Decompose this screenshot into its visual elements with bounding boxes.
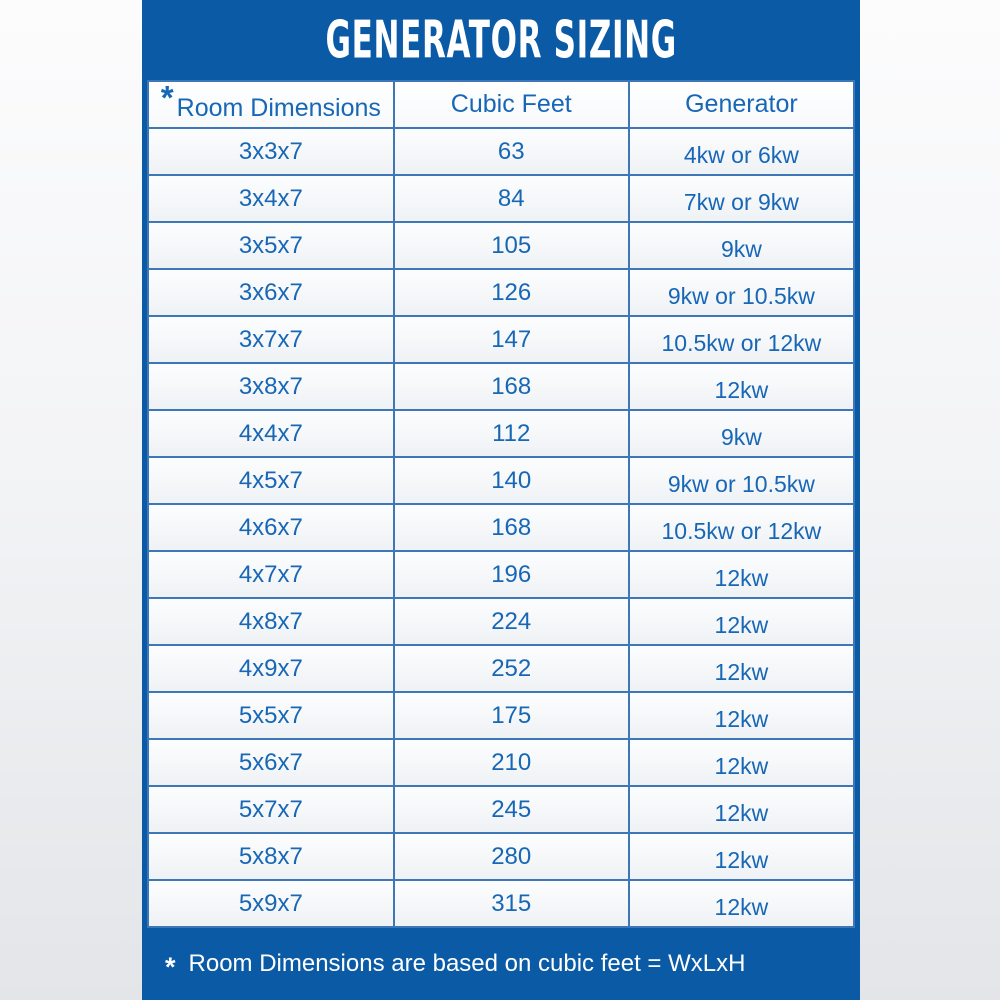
room-dimensions-cell bbox=[148, 786, 394, 833]
cell-text: 168 bbox=[491, 372, 532, 400]
column-header-room-dimensions bbox=[148, 78, 394, 128]
generator-cell bbox=[629, 410, 854, 457]
cell-text: 5x8x7 bbox=[238, 842, 303, 870]
cell-text: 10.5kw or 12kw bbox=[661, 329, 822, 356]
cell-text: 10.5kw or 12kw bbox=[661, 517, 822, 544]
generator-cell bbox=[629, 363, 854, 410]
cell-text: 210 bbox=[491, 748, 532, 776]
footnote-text: Room Dimensions are based on cubic feet = WxLxH bbox=[188, 950, 746, 977]
table-row bbox=[148, 410, 854, 457]
cell-text: 12kw bbox=[714, 564, 769, 591]
cell-text: 3x3x7 bbox=[238, 137, 303, 165]
cell-text: 84 bbox=[497, 184, 525, 212]
generator-sizing-table bbox=[147, 80, 855, 928]
cell-text: 315 bbox=[491, 889, 532, 917]
table-row bbox=[148, 222, 854, 269]
cell-text: 280 bbox=[491, 842, 532, 870]
room-dimensions-cell bbox=[148, 692, 394, 739]
cell-text: 12kw bbox=[714, 658, 769, 685]
asterisk-icon: * bbox=[160, 78, 174, 116]
asterisk-icon: * bbox=[165, 951, 176, 982]
cell-text: 9kw or 10.5kw bbox=[667, 470, 815, 497]
room-dimensions-cell bbox=[148, 880, 394, 927]
cubic-feet-cell bbox=[394, 645, 629, 692]
cell-text: 9kw or 10.5kw bbox=[667, 282, 815, 309]
cell-text: 3x6x7 bbox=[238, 278, 303, 306]
cell-text: 4x9x7 bbox=[238, 654, 303, 682]
generator-cell bbox=[629, 598, 854, 645]
cell-text: 3x7x7 bbox=[238, 325, 303, 353]
table-row bbox=[148, 128, 854, 175]
room-dimensions-cell bbox=[148, 222, 394, 269]
room-dimensions-cell bbox=[148, 316, 394, 363]
generator-cell bbox=[629, 551, 854, 598]
cubic-feet-cell bbox=[394, 504, 629, 551]
table-row bbox=[148, 598, 854, 645]
cell-text: 105 bbox=[491, 231, 532, 259]
room-dimensions-cell bbox=[148, 269, 394, 316]
column-header-cubic-feet bbox=[394, 81, 629, 128]
cell-text: 5x7x7 bbox=[238, 795, 303, 823]
generator-cell bbox=[629, 128, 854, 175]
room-dimensions-cell bbox=[148, 128, 394, 175]
cell-text: 12kw bbox=[714, 611, 769, 638]
table-row bbox=[148, 833, 854, 880]
cell-text: 12kw bbox=[714, 846, 769, 873]
cell-text: 5x9x7 bbox=[238, 889, 303, 917]
cell-text: 126 bbox=[491, 278, 532, 306]
room-dimensions-cell bbox=[148, 410, 394, 457]
generator-cell bbox=[629, 269, 854, 316]
cell-text: 12kw bbox=[714, 799, 769, 826]
cell-text: 245 bbox=[491, 795, 532, 823]
generator-cell bbox=[629, 504, 854, 551]
cell-text: 4x4x7 bbox=[238, 419, 303, 447]
cell-text: 63 bbox=[497, 137, 525, 165]
cubic-feet-cell bbox=[394, 175, 629, 222]
generator-cell bbox=[629, 833, 854, 880]
cell-text: 4x5x7 bbox=[238, 466, 303, 494]
generator-cell bbox=[629, 222, 854, 269]
cell-text: 5x5x7 bbox=[238, 701, 303, 729]
table-row bbox=[148, 363, 854, 410]
column-header-label: Room Dimensions bbox=[176, 93, 381, 122]
cubic-feet-cell bbox=[394, 363, 629, 410]
column-header-label: Generator bbox=[685, 90, 798, 118]
cell-text: 147 bbox=[491, 325, 532, 353]
table-body bbox=[148, 128, 854, 927]
cell-text: 4x6x7 bbox=[238, 513, 303, 541]
cell-text: 3x5x7 bbox=[238, 231, 303, 259]
cell-text: 7kw or 9kw bbox=[683, 188, 799, 215]
table-row bbox=[148, 692, 854, 739]
generator-cell bbox=[629, 739, 854, 786]
table-row bbox=[148, 269, 854, 316]
cubic-feet-cell bbox=[394, 551, 629, 598]
cell-text: 175 bbox=[491, 701, 532, 729]
cubic-feet-cell bbox=[394, 739, 629, 786]
table-row bbox=[148, 880, 854, 927]
cell-text: 112 bbox=[492, 419, 531, 447]
cell-text: 3x4x7 bbox=[238, 184, 303, 212]
cell-text: 12kw bbox=[714, 893, 769, 920]
room-dimensions-cell bbox=[148, 504, 394, 551]
generator-cell bbox=[629, 786, 854, 833]
generator-cell bbox=[629, 175, 854, 222]
cell-text: 252 bbox=[491, 654, 532, 682]
table-container bbox=[142, 80, 860, 928]
title-band bbox=[142, 0, 860, 80]
cell-text: 168 bbox=[491, 513, 532, 541]
cell-text: 9kw bbox=[720, 423, 762, 450]
room-dimensions-cell bbox=[148, 833, 394, 880]
cubic-feet-cell bbox=[394, 692, 629, 739]
table-row bbox=[148, 504, 854, 551]
cubic-feet-cell bbox=[394, 598, 629, 645]
table-row bbox=[148, 739, 854, 786]
cell-text: 5x6x7 bbox=[238, 748, 303, 776]
cell-text: 3x8x7 bbox=[238, 372, 303, 400]
table-row bbox=[148, 457, 854, 504]
room-dimensions-cell bbox=[148, 598, 394, 645]
cell-text: 4x7x7 bbox=[238, 560, 303, 588]
column-header-label: Cubic Feet bbox=[450, 90, 572, 118]
cell-text: 12kw bbox=[714, 752, 769, 779]
room-dimensions-cell bbox=[148, 175, 394, 222]
cubic-feet-cell bbox=[394, 410, 629, 457]
cubic-feet-cell bbox=[394, 833, 629, 880]
generator-cell bbox=[629, 692, 854, 739]
cubic-feet-cell bbox=[394, 128, 629, 175]
cubic-feet-cell bbox=[394, 316, 629, 363]
generator-sizing-card bbox=[142, 0, 860, 1000]
cubic-feet-cell bbox=[394, 786, 629, 833]
cell-text: 12kw bbox=[714, 376, 769, 403]
table-row bbox=[148, 645, 854, 692]
room-dimensions-cell bbox=[148, 739, 394, 786]
generator-cell bbox=[629, 457, 854, 504]
table-row bbox=[148, 551, 854, 598]
cell-text: 9kw bbox=[720, 235, 762, 262]
cell-text: 4x8x7 bbox=[238, 607, 303, 635]
room-dimensions-cell bbox=[148, 363, 394, 410]
room-dimensions-cell bbox=[148, 551, 394, 598]
table-row bbox=[148, 786, 854, 833]
generator-cell bbox=[629, 645, 854, 692]
table-header-row bbox=[148, 81, 854, 128]
column-header-generator bbox=[629, 81, 854, 128]
cell-text: 4kw or 6kw bbox=[683, 141, 799, 168]
cell-text: 224 bbox=[491, 607, 532, 635]
cubic-feet-cell bbox=[394, 457, 629, 504]
room-dimensions-cell bbox=[148, 457, 394, 504]
cubic-feet-cell bbox=[394, 269, 629, 316]
cubic-feet-cell bbox=[394, 222, 629, 269]
room-dimensions-cell bbox=[148, 645, 394, 692]
generator-cell bbox=[629, 880, 854, 927]
cell-text: 140 bbox=[491, 466, 532, 494]
footnote-band bbox=[142, 928, 860, 1000]
cell-text: 12kw bbox=[714, 705, 769, 732]
page-title: GENERATOR SIZING bbox=[325, 9, 677, 71]
generator-cell bbox=[629, 316, 854, 363]
cell-text: 196 bbox=[491, 560, 532, 588]
table-row bbox=[148, 316, 854, 363]
table-row bbox=[148, 175, 854, 222]
cubic-feet-cell bbox=[394, 880, 629, 927]
